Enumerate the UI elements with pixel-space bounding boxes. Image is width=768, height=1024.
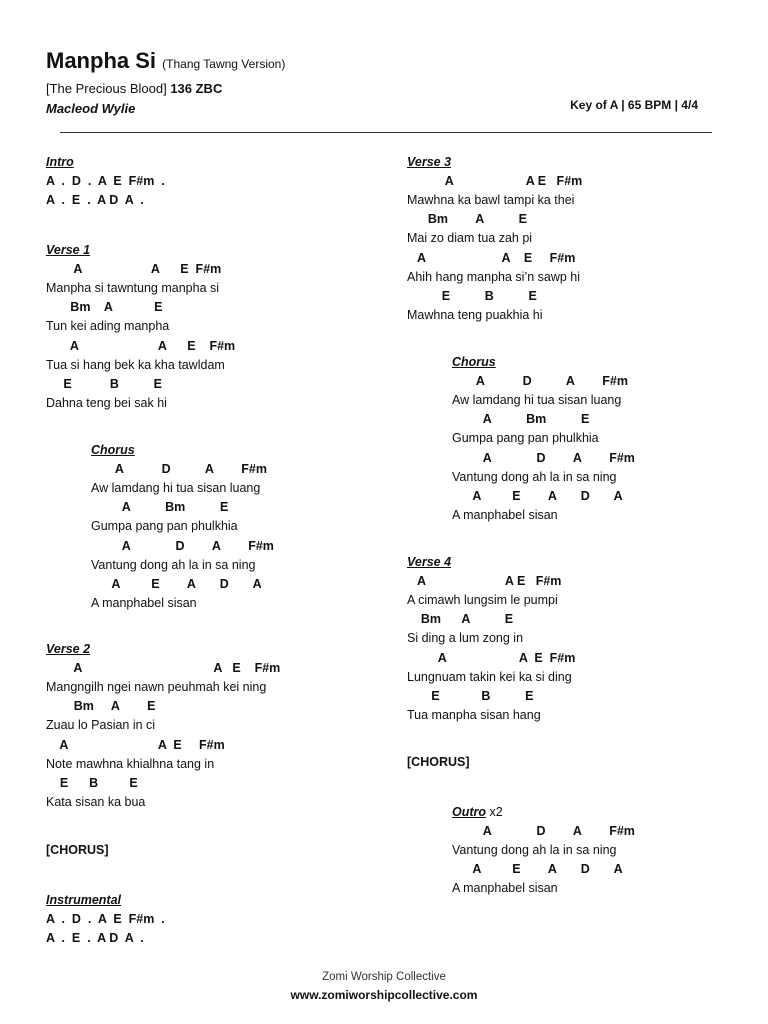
lyric-line: Mawhna ka bawl tampi ka thei xyxy=(407,193,575,208)
lyric-line: Aw lamdang hi tua sisan luang xyxy=(91,481,261,496)
section-heading xyxy=(452,355,496,370)
lyric-line: Mawhna teng puakhia hi xyxy=(407,307,543,322)
section-repeat-count: x2 xyxy=(486,805,503,819)
footer-org: Zomi Worship Collective xyxy=(322,971,446,983)
chord-line: A A E F#m xyxy=(46,262,222,277)
chord-line: A D A F#m xyxy=(452,450,635,465)
lyric-line: A cimawh lungsim le pumpi xyxy=(407,593,558,608)
section-reference: [CHORUS] xyxy=(46,843,109,857)
chord-line: A . E . A D A . xyxy=(46,193,144,208)
lyric-line: Vantung dong ah la in sa ning xyxy=(452,469,617,484)
chord-line: A . D . A E F#m . xyxy=(46,174,165,189)
lyric-line: Manpha si tawntung manpha si xyxy=(46,281,220,296)
lyric-line: Zuau lo Pasian in ci xyxy=(46,718,156,733)
chord-line: A Bm E xyxy=(91,500,229,515)
lyric-line: Note mawhna khialhna tang in xyxy=(46,756,215,771)
lyric-line: Kata sisan ka bua xyxy=(46,794,146,809)
chord-line: A D A F#m xyxy=(91,538,274,553)
chord-line: A A E F#m xyxy=(407,174,583,189)
section-heading-label: Verse 2 xyxy=(46,642,91,656)
chord-line: A A E F#m xyxy=(407,574,562,589)
lyric-line: A manphabel sisan xyxy=(452,507,558,522)
chord-line: A E A D A xyxy=(452,862,623,877)
lyric-line: Ahih hang manpha si’n sawp hi xyxy=(407,269,581,284)
chord-line: A E A D A xyxy=(91,576,262,591)
section-heading xyxy=(46,155,74,170)
section-heading xyxy=(46,893,121,908)
title-version-note: (Thang Tawng Version) xyxy=(162,57,286,71)
chord-line: Bm A E xyxy=(407,212,527,227)
section-heading xyxy=(46,642,90,657)
song-author: Macleod Wylie xyxy=(46,101,136,116)
section-heading-label: Intro xyxy=(46,155,74,169)
section-heading xyxy=(91,443,135,458)
footer-url[interactable]: www.zomiworshipcollective.com xyxy=(290,988,478,1002)
section-heading-label: Verse 3 xyxy=(407,155,452,169)
chord-line: E B E xyxy=(407,688,534,703)
source-title: [The Precious Blood] xyxy=(46,81,167,96)
key-tempo-meta: Key of A | 65 BPM | 4/4 xyxy=(570,98,698,112)
chord-line: E B E xyxy=(46,376,162,391)
section-heading xyxy=(46,243,90,258)
lyric-line: A manphabel sisan xyxy=(91,595,197,610)
chord-line: E B E xyxy=(46,775,138,790)
section-heading-label: Instrumental xyxy=(46,893,122,907)
lyric-line: A manphabel sisan xyxy=(452,881,558,896)
lyric-line: Mai zo diam tua zah pi xyxy=(407,231,533,246)
lyric-line: Vantung dong ah la in sa ning xyxy=(452,843,617,858)
chord-line: A E A D A xyxy=(452,488,623,503)
chord-line: A A E F#m xyxy=(46,661,281,676)
lyric-line: Dahna teng bei sak hi xyxy=(46,395,167,410)
chord-line: A A E F#m xyxy=(407,650,576,665)
chord-line: Bm A E xyxy=(46,699,156,714)
lyric-line: Tua si hang bek ka kha tawldam xyxy=(46,357,225,372)
section-reference: [CHORUS] xyxy=(407,755,470,769)
title-text: Manpha Si xyxy=(46,48,157,73)
header-divider xyxy=(60,132,712,133)
section-heading-label: Chorus xyxy=(452,355,496,369)
chord-line: Bm A E xyxy=(46,300,163,315)
lyric-line: Mangngilh ngei nawn peuhmah kei ning xyxy=(46,680,267,695)
chord-line: A . D . A E F#m . xyxy=(46,912,165,927)
lyric-line: Tua manpha sisan hang xyxy=(407,707,541,722)
lyric-line: Aw lamdang hi tua sisan luang xyxy=(452,393,622,408)
lyric-line: Gumpa pang pan phulkhia xyxy=(91,519,238,534)
lyric-line: Gumpa pang pan phulkhia xyxy=(452,431,599,446)
song-source xyxy=(46,81,222,96)
chord-line: Bm A E xyxy=(407,612,514,627)
chord-line: E B E xyxy=(407,288,537,303)
chord-line: A D A F#m xyxy=(452,374,628,389)
chord-line: A D A F#m xyxy=(91,462,267,477)
section-heading xyxy=(407,155,451,170)
lyric-line: Vantung dong ah la in sa ning xyxy=(91,557,256,572)
lyric-line: Lungnuam takin kei ka si ding xyxy=(407,669,572,684)
chord-line: A D A F#m xyxy=(452,824,635,839)
song-title xyxy=(46,48,285,74)
section-heading-label: Verse 1 xyxy=(46,243,91,257)
source-number: 136 ZBC xyxy=(170,81,223,96)
section-heading-label: Verse 4 xyxy=(407,555,452,569)
section-heading xyxy=(407,555,451,570)
section-heading xyxy=(452,805,503,820)
chord-line: A . E . A D A . xyxy=(46,931,144,946)
lyric-line: Si ding a lum zong in xyxy=(407,631,524,646)
section-heading-label: Chorus xyxy=(91,443,135,457)
chord-line: A Bm E xyxy=(452,412,590,427)
chord-line: A A E F#m xyxy=(46,737,225,752)
lyric-line: Tun kei ading manpha xyxy=(46,319,170,334)
chord-line: A A E F#m xyxy=(46,338,236,353)
chord-line: A A E F#m xyxy=(407,250,576,265)
section-heading-label: Outro xyxy=(452,805,487,819)
